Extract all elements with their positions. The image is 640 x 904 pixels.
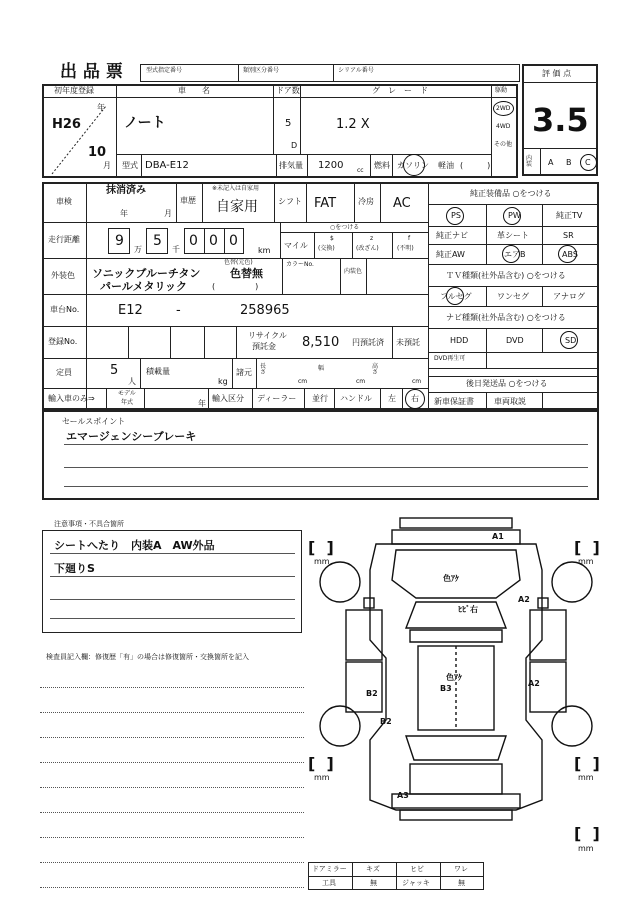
handle-right-circle (405, 389, 425, 409)
legend-ware: ワレ (454, 865, 468, 873)
displacement-value: 1200 (318, 160, 344, 171)
mileage-opt3-b: (不明) (397, 245, 414, 252)
inspection-year-unit: 年 (120, 209, 128, 218)
fuel-gasoline: ガソリン (397, 161, 429, 170)
tv-analog: アナログ (553, 292, 585, 301)
mark-b2-2: B2 (380, 717, 392, 726)
registration-label: 登録No. (48, 337, 78, 346)
mileage-opt1-b: (交換) (318, 245, 335, 252)
mark-b2-1: B2 (366, 689, 378, 698)
capacity-unit: 人 (128, 377, 136, 386)
doors-label: ドア数 (276, 86, 300, 95)
mark-iro-ake-1: 色ｱｹ (443, 574, 459, 583)
legend-kizu: キズ (366, 865, 380, 873)
mileage-man: 万 (134, 245, 142, 254)
displacement-unit: cc (357, 167, 364, 174)
drive-other: その他 (494, 141, 513, 148)
equip-airbag: エアB (504, 250, 526, 259)
equipment-title: 純正装備品 ○をつける (470, 189, 552, 198)
bracket-bottom: [ ] (574, 824, 600, 843)
equip-navi: 純正ナビ (436, 231, 468, 240)
mm-rear-left: mm (314, 773, 330, 782)
category-label: 類別区分番号 (243, 67, 280, 74)
later-title: 後日発送品 ○をつける (466, 379, 548, 388)
sales-point-text: エマージェンシーブレーキ (66, 430, 197, 443)
mileage-opt1-a: $ (330, 235, 334, 242)
mileage-d3: 0 (189, 233, 198, 249)
load-kg: kg (218, 377, 228, 386)
chassis-prefix: E12 (118, 303, 143, 318)
shift-label: シフト (278, 197, 302, 206)
history-label: 車歴 (180, 196, 196, 205)
legend-tools-value: 無 (370, 879, 377, 887)
shift-value: FAT (314, 196, 337, 211)
mileage-label: 走行距離 (48, 235, 80, 244)
dims-height: 高さ (372, 363, 379, 376)
car-name: ノート (124, 115, 166, 131)
serial-label: シリアル番号 (338, 67, 374, 74)
dims-length-cm: cm (298, 378, 308, 385)
bracket-rear-left: [ ] (308, 754, 334, 773)
mileage-km: km (258, 246, 271, 255)
drive-2wd-circle (493, 101, 514, 116)
later-manual: 車両取説 (494, 397, 526, 406)
drive-label: 駆動 (495, 87, 508, 94)
doors-unit: D (291, 141, 298, 150)
model-label: 型式 (122, 161, 138, 170)
recycle-label-2: 預託金 (252, 342, 276, 351)
first-reg-year-unit: 年 (97, 103, 105, 112)
bracket-rear-right: [ ] (574, 754, 600, 773)
first-reg-month: 10 (88, 145, 107, 160)
tv-fullseg-circle (446, 287, 464, 305)
inspector-label: 検査員記入欄：修復歴「有」の場合は修復箇所・交換箇所を記入 (46, 653, 249, 661)
equip-abs: ABS (562, 250, 578, 259)
handle-label: ハンドル (340, 394, 372, 403)
mileage-opt2-a: z (370, 235, 374, 242)
interior-grade-b: B (566, 158, 572, 167)
equip-tv: 純正TV (556, 211, 583, 220)
mark-b3: B3 (440, 684, 452, 693)
inspection-label: 車検 (56, 197, 72, 206)
import-class-label: 輸入区分 (212, 394, 244, 403)
drive-4wd: 4WD (496, 123, 511, 130)
equip-ps-circle (446, 207, 464, 225)
legend-jack: ジャッキ (402, 879, 430, 887)
ac-value: AC (393, 196, 411, 211)
model-value: DBA-E12 (145, 160, 189, 171)
bracket-front-left: [ ] (308, 538, 334, 557)
color-line1: ソニックブルーチタン (92, 267, 201, 280)
mm-bottom: mm (578, 844, 594, 853)
repaint-label: 色替(元色) (224, 259, 253, 266)
nav-sd: SD (565, 336, 577, 345)
fuel-paren: ( ) (460, 161, 491, 170)
inspection-status: 抹消済み (106, 185, 146, 196)
mark-a2-top: A2 (518, 595, 530, 604)
grade-value: 1.2 X (336, 117, 370, 132)
mileage-d2: 5 (153, 233, 162, 249)
chassis-dash: - (176, 303, 181, 318)
car-name-label: 車 名 (178, 86, 210, 95)
nav-sd-circle (560, 331, 578, 349)
header-id-row (140, 64, 520, 82)
recycle-unpaid: 未預託 (396, 338, 420, 347)
dims-width: 幅 (318, 365, 325, 372)
mark-iro-ake-2: 色ｱｹ (446, 673, 462, 682)
form-title: 出 品 票 (60, 62, 123, 82)
tv-fullseg: フルセグ (440, 292, 472, 301)
history-use: 自家用 (216, 199, 258, 215)
capacity-value: 5 (110, 363, 119, 378)
legend-tools: 工具 (322, 879, 336, 887)
interior-grade-c: C (585, 158, 591, 167)
equip-sr: SR (563, 231, 574, 240)
capacity-label: 定員 (56, 368, 72, 377)
interior-label: 内装 (526, 155, 533, 168)
dims-length: 長さ (260, 363, 267, 376)
import-parallel: 並行 (312, 394, 328, 403)
notes-label: 注意事項・不具合箇所 (54, 520, 124, 528)
equip-leather: 革シート (497, 231, 529, 240)
tv-title: ＴＶ種類(社外品含む) ○をつける (446, 271, 566, 280)
interior-grade-a: A (548, 158, 554, 167)
mileage-d5: 0 (229, 233, 238, 249)
mileage-opt2-b: (改ざん) (356, 245, 379, 252)
color-no-label: カラーNo. (286, 261, 314, 268)
first-reg-era: H26 (52, 117, 81, 132)
later-warranty: 新車保証書 (434, 397, 474, 406)
legend-hibi: ヒビ (410, 865, 424, 873)
handle-right: 右 (411, 394, 419, 403)
first-reg-month-unit: 月 (103, 161, 111, 170)
nav-dvd: DVD (506, 336, 524, 345)
ac-label: 冷房 (358, 197, 374, 206)
import-label: 輸入車のみ⇒ (48, 394, 95, 403)
mileage-circle-note: ○をつける (330, 224, 360, 231)
dvd-playable: DVD再生可 (434, 355, 466, 362)
mark-a1: A1 (492, 532, 504, 541)
equip-ps: PS (451, 211, 461, 220)
mileage-opt3-a: f (408, 235, 411, 242)
chassis-number: 258965 (240, 303, 290, 318)
rating-label: 評 価 点 (542, 69, 572, 78)
fuel-gasoline-circle (403, 154, 425, 176)
rating-value: 3.5 (532, 101, 589, 139)
nav-hdd: HDD (450, 336, 469, 345)
mile-label: マイル (284, 241, 308, 250)
nav-title: ナビ種類(社外品含む) ○をつける (446, 313, 566, 322)
mileage-d4: 0 (209, 233, 218, 249)
recycle-paid: 円預託済 (352, 338, 384, 347)
interior-color-label: 内装色 (344, 268, 363, 275)
grade-label: グ レ ー ド (372, 86, 428, 95)
interior-grade-circle (580, 154, 597, 171)
chassis-label: 車台No. (50, 305, 80, 314)
bracket-front-right: [ ] (574, 538, 600, 557)
model-year-unit: 年 (198, 399, 206, 408)
type-designation-label: 型式指定番号 (146, 67, 183, 74)
recycle-label-1: リサイクル (248, 331, 287, 340)
equip-pw-circle (503, 207, 521, 225)
repaint-value: 色替無 (230, 267, 263, 280)
notes-line1: シートへたり 内装A AW外品 (54, 539, 215, 552)
mm-rear-right: mm (578, 773, 594, 782)
repaint-paren: ( ) (212, 282, 259, 291)
color-line2: パールメタリック (100, 280, 188, 293)
doors-value: 5 (285, 118, 292, 129)
drive-2wd: 2WD (496, 105, 511, 112)
fuel-diesel: 軽油 (438, 161, 454, 170)
dims-width-cm: cm (356, 378, 366, 385)
mark-hibi-migi: ﾋﾋﾞ右 (458, 605, 478, 614)
notes-line2: 下廻りS (54, 562, 95, 575)
recycle-value: 8,510 (302, 335, 340, 350)
equip-airbag-circle (502, 245, 520, 263)
legend-door-mirror: ドアミラー (312, 865, 347, 873)
tv-oneseg: ワンセグ (497, 292, 529, 301)
mileage-sen: 千 (172, 245, 180, 254)
mark-a3: A3 (397, 791, 409, 800)
fuel-label: 燃料 (374, 161, 390, 170)
equip-aw: 純正AW (436, 250, 465, 259)
dims-height-cm: cm (412, 378, 422, 385)
mm-front-right: mm (578, 557, 594, 566)
mm-front-left: mm (314, 557, 330, 566)
history-note: ※未記入は自家用 (212, 185, 260, 192)
load-label: 積載量 (146, 367, 170, 376)
first-reg-label: 初年度登録 (54, 86, 94, 95)
model-year-label-2: 年式 (121, 399, 134, 406)
color-label: 外装色 (51, 271, 75, 280)
mileage-d1: 9 (115, 233, 124, 249)
handle-left: 左 (388, 394, 396, 403)
mark-a2-bottom: A2 (528, 679, 540, 688)
dims-label: 諸元 (236, 368, 252, 377)
sales-point-label: セールスポイント (62, 417, 126, 426)
legend-jack-value: 無 (458, 879, 465, 887)
model-year-label-1: モデル (118, 390, 136, 397)
inspection-month-unit: 月 (164, 209, 172, 218)
import-dealer: ディーラー (257, 394, 297, 403)
equip-pw: PW (508, 211, 521, 220)
displacement-label: 排気量 (279, 161, 303, 170)
equip-abs-circle (558, 245, 577, 263)
